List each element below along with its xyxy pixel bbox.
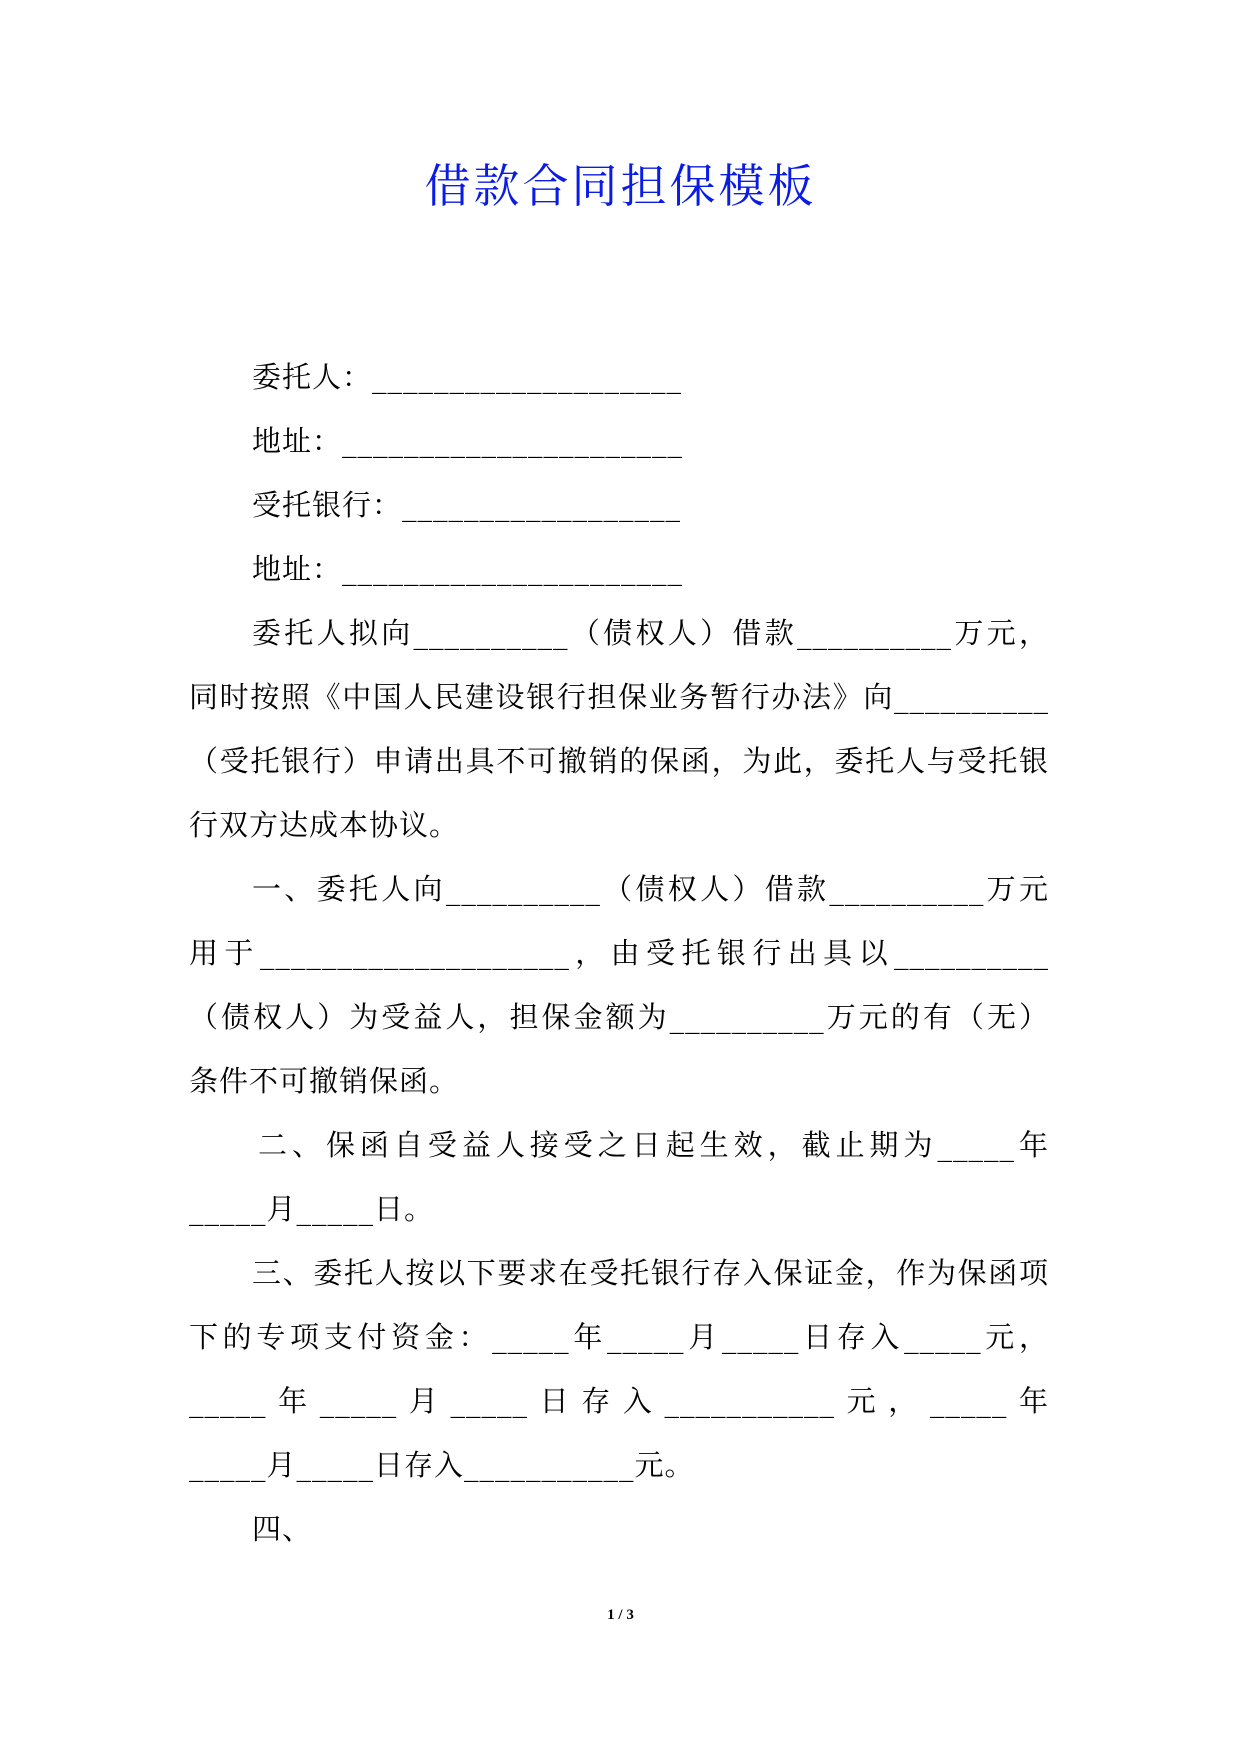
paragraph-line: 委托人拟向__________（债权人）借款__________万元， [252,616,1049,650]
trustee-bank-address-field: 地址：______________________ [252,552,684,586]
trustee-bank-field: 受托银行：__________________ [252,488,682,522]
clause-three-line: 三、委托人按以下要求在受托银行存入保证金，作为保函项 [252,1256,1049,1290]
clause-three-line: _____月_____日存入___________元。 [189,1448,695,1482]
delegator-address-field: 地址：______________________ [252,424,684,458]
paragraph-line: （受托银行）申请出具不可撤销的保函，为此，委托人与受托银 [189,744,1049,778]
paragraph-line: 同时按照《中国人民建设银行担保业务暂行办法》向__________ [189,680,1049,714]
clause-four-heading: 四、 [252,1512,313,1546]
clause-three-line: _____年_____月_____日存入___________元，_____年 [189,1384,1049,1418]
clause-one-line: 一、委托人向__________（债权人）借款__________万元 [252,872,1049,906]
clause-two-line: 二、保函自受益人接受之日起生效，截止期为_____年 [258,1128,1049,1162]
clause-three-line: 下的专项支付资金：_____年_____月_____日存入_____元， [189,1320,1049,1354]
page-number: 1 / 3 [607,1607,634,1623]
delegator-field: 委托人：____________________ [252,360,683,394]
clause-one-line: 条件不可撤销保函。 [189,1064,460,1098]
clause-one-line: 用于____________________，由受托银行出具以__________ [189,936,1049,970]
paragraph-line: 行双方达成本协议。 [189,808,460,842]
clause-one-line: （债权人）为受益人，担保金额为__________万元的有（无） [189,1000,1049,1034]
clause-two-line: _____月_____日。 [189,1192,435,1226]
document-title: 借款合同担保模板 [424,159,817,213]
